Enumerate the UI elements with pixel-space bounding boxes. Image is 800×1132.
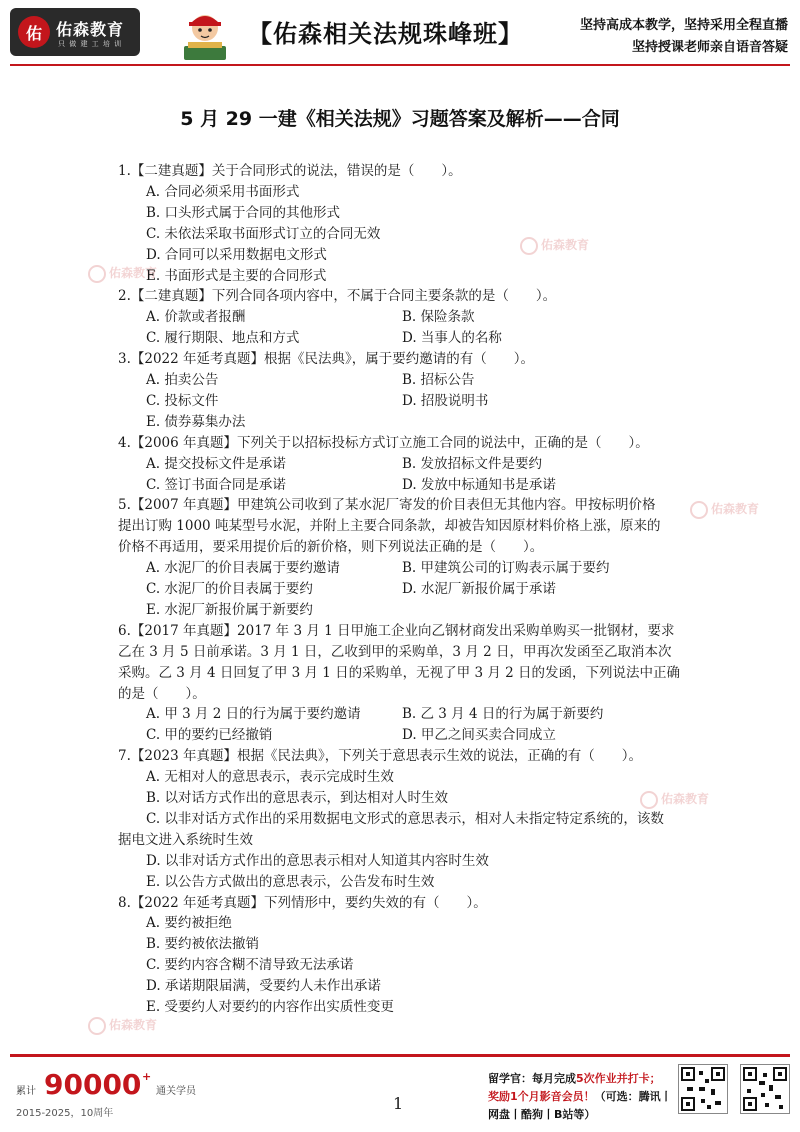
question-option: B. 甲建筑公司的订购表示属于要约: [402, 560, 610, 576]
watermark: 佑森教育: [690, 500, 759, 519]
question-line: C. 水泥厂的价目表属于要约: [146, 581, 313, 597]
question-option: D. 招股说明书: [402, 393, 489, 409]
stat-suffix: 通关学员: [156, 1086, 196, 1097]
header-slogan-2: 坚持授课老师亲自语音答疑: [631, 40, 788, 55]
document-title: 5 月 29 一建《相关法规》习题答案及解析——合同: [180, 108, 620, 130]
question-line: D. 承诺期限届满，受要约人未作出承诺: [146, 978, 381, 994]
question-line: E. 债券募集办法: [146, 414, 246, 430]
brand-logo-icon: 佑: [18, 16, 50, 48]
question-line: A. 提交投标文件是承诺: [146, 456, 286, 472]
brand-logo: [10, 8, 140, 56]
question-line: A. 无相对人的意思表示，表示完成时生效: [146, 769, 394, 785]
question-option: B. 乙 3 月 4 日的行为属于新要约: [402, 706, 604, 722]
question-line: 提出订购 1000 吨某型号水泥，并附上主要合同条款，却被告知因原材料价格上涨，原来的: [118, 518, 661, 534]
question-line: C. 签订书面合同是承诺: [146, 477, 286, 493]
question-line: E. 书面形式是主要的合同形式: [146, 268, 327, 284]
mascot-icon: [180, 6, 230, 62]
question-option: D. 发放中标通知书是承诺: [402, 477, 556, 493]
brand-name: 佑森教育: [56, 20, 125, 39]
watermark: 佑森教育: [520, 236, 589, 255]
watermark: 佑森教育: [640, 790, 709, 809]
question-line: 1.【二建真题】关于合同形式的说法，错误的是（ ）。: [118, 163, 462, 179]
header-title: 【佑森相关法规珠峰班】: [248, 20, 523, 48]
question-line: E. 以公告方式做出的意思表示，公告发布时生效: [146, 874, 435, 890]
watermark-logo-icon: [520, 237, 538, 255]
question-option: B. 发放招标文件是要约: [402, 456, 543, 472]
question-line: A. 拍卖公告: [146, 372, 219, 388]
stat-plus: +: [142, 1070, 152, 1083]
question-line: 6.【2017 年真题】2017 年 3 月 1 日甲施工企业向乙钢材商发出采购单购买一批钢材，要求: [118, 623, 675, 639]
header-slogan-1: 坚持高成本教学，坚持采用全程直播: [579, 18, 788, 33]
promo-line-1: 留学官：每月完成5次作业并打卡；: [488, 1072, 661, 1085]
question-line: 2.【二建真题】下列合同各项内容中，不属于合同主要条款的是（ ）。: [118, 288, 557, 304]
stat-prefix: 累计: [16, 1086, 36, 1097]
question-line: D. 以非对话方式作出的意思表示相对人知道其内容时生效: [146, 853, 489, 869]
qr-code-icon: [678, 1064, 728, 1114]
watermark-logo-icon: [640, 791, 658, 809]
watermark-logo-icon: [88, 265, 106, 283]
question-line: E. 水泥厂新报价属于新要约: [146, 602, 313, 618]
question-line: C. 以非对话方式作出的采用数据电文形式的意思表示，相对人未指定特定系统的，该数: [146, 811, 664, 827]
question-option: D. 当事人的名称: [402, 330, 502, 346]
question-line: C. 甲的要约已经撤销: [146, 727, 273, 743]
page-header: [0, 0, 800, 72]
question-option: B. 保险条款: [402, 309, 475, 325]
question-line: 3.【2022 年延考真题】根据《民法典》，属于要约邀请的有（ ）。: [118, 351, 535, 367]
question-line: 价格不再适用，要采用提价后的新价格，则下列说法正确的是（ ）。: [118, 539, 544, 555]
question-line: 乙在 3 月 5 日前承诺。3 月 1 日，乙收到甲的采购单，3 月 2 日，甲再次发函至乙取消本次: [118, 644, 672, 660]
question-line: A. 水泥厂的价目表属于要约邀请: [146, 560, 340, 576]
question-option: D. 水泥厂新报价属于承诺: [402, 581, 556, 597]
question-line: B. 口头形式属于合同的其他形式: [146, 205, 341, 221]
qr-code-icon: [740, 1064, 790, 1114]
stat-number: 90000: [44, 1068, 142, 1101]
question-line: C. 要约内容含糊不清导致无法承诺: [146, 957, 354, 973]
question-line: A. 甲 3 月 2 日的行为属于要约邀请: [146, 706, 361, 722]
watermark-logo-icon: [88, 1017, 106, 1035]
question-line: 7.【2023 年真题】根据《民法典》，下列关于意思表示生效的说法，正确的有（ ）。: [118, 748, 643, 764]
stat-years: 2015-2025，10周年: [16, 1108, 114, 1119]
question-line: 4.【2006 年真题】下列关于以招标投标方式订立施工合同的说法中，正确的是（ ）。: [118, 435, 649, 451]
promo-line-3: 网盘丨酷狗丨B站等）: [488, 1108, 596, 1121]
question-line: B. 以对话方式作出的意思表示，到达相对人时生效: [146, 790, 449, 806]
watermark: 佑森教育: [88, 1016, 157, 1035]
question-line: B. 要约被依法撤销: [146, 936, 260, 952]
promo-line-2: 奖励1个月影音会员！（可选：腾讯丨: [488, 1090, 672, 1103]
question-line: C. 履行期限、地点和方式: [146, 330, 300, 346]
header-divider: [10, 64, 790, 66]
question-line: A. 要约被拒绝: [146, 915, 232, 931]
watermark-logo-icon: [690, 501, 708, 519]
question-line: C. 投标文件: [146, 393, 219, 409]
question-line: 5.【2007 年真题】甲建筑公司收到了某水泥厂寄发的价目表但无其他内容。甲按标明价格: [118, 497, 656, 513]
page-number: 1: [393, 1094, 404, 1113]
question-line: E. 受要约人对要约的内容作出实质性变更: [146, 999, 394, 1015]
question-line: 的是（ ）。: [118, 686, 206, 702]
question-line: 8.【2022 年延考真题】下列情形中，要约失效的有（ ）。: [118, 895, 487, 911]
question-line: C. 未依法采取书面形式订立的合同无效: [146, 226, 381, 242]
question-line: D. 合同可以采用数据电文形式: [146, 247, 327, 263]
question-option: B. 招标公告: [402, 372, 475, 388]
question-line: A. 价款或者报酬: [146, 309, 246, 325]
question-option: D. 甲乙之间买卖合同成立: [402, 727, 556, 743]
brand-tagline: 只 做 建 工 培 训: [58, 40, 123, 48]
question-line: A. 合同必须采用书面形式: [146, 184, 300, 200]
question-line: 据电文进入系统时生效: [118, 832, 253, 848]
watermark: 佑森教育: [88, 264, 157, 283]
question-line: 采购。乙 3 月 4 日回复了甲 3 月 1 日的采购单，无视了甲 3 月 2 日的发函，下列说法中正确: [118, 665, 681, 681]
footer-divider: [10, 1054, 790, 1057]
